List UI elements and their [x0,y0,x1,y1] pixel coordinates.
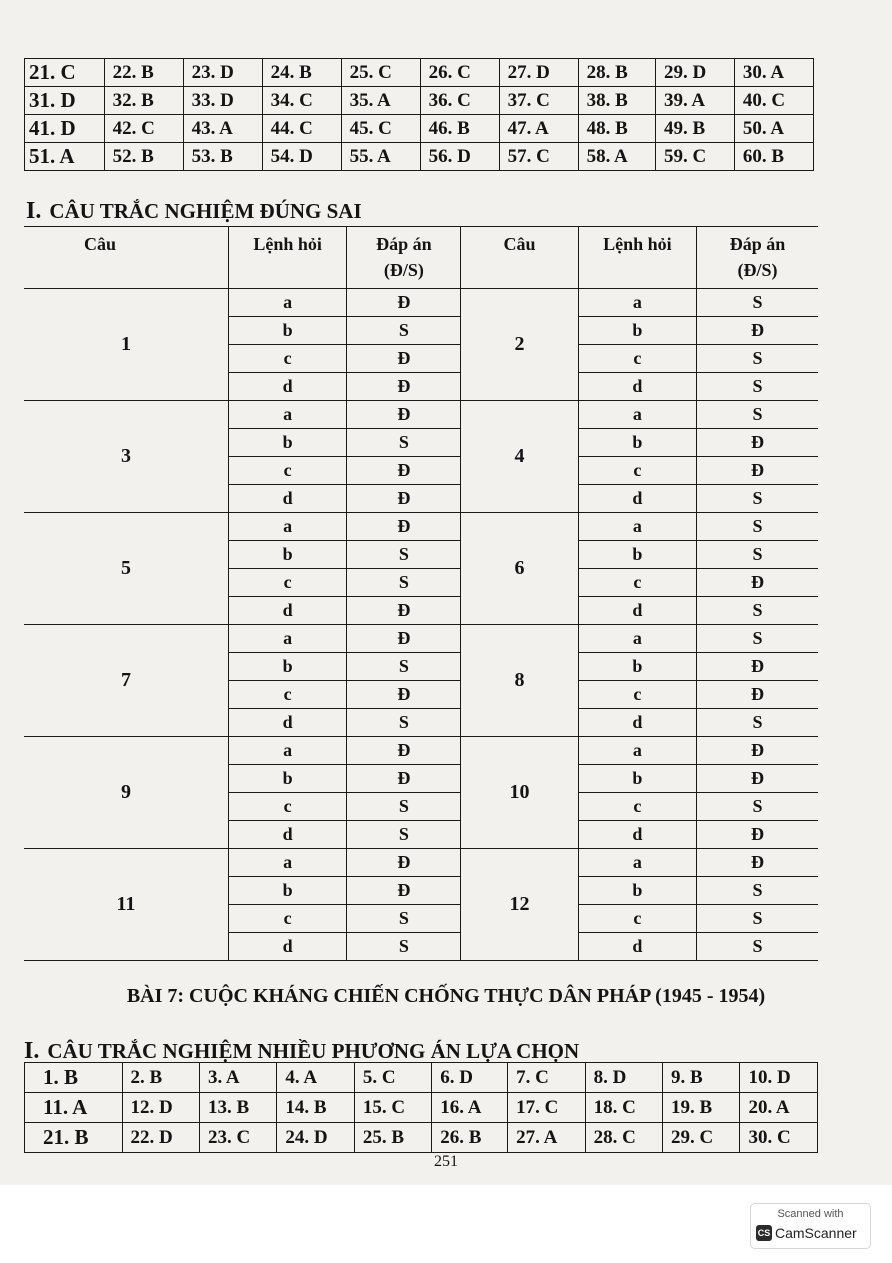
answer-cell: 36. C [420,87,499,115]
section-title: CÂU TRẮC NGHIỆM ĐÚNG SAI [49,199,362,223]
answer-value: Đ [347,765,461,793]
answer-cell: 5. C [354,1063,431,1093]
table-row [24,737,818,765]
section-numeral: I. [24,1038,40,1064]
prompt-letter: a [228,625,346,653]
answer-cell: 59. C [655,143,734,171]
prompt-letter: b [578,877,696,905]
prompt-letter: d [578,485,696,513]
answer-cell: 54. D [262,143,341,171]
prompt-letter: b [578,653,696,681]
prompt-letter: c [578,681,696,709]
answer-cell: 18. C [585,1093,662,1123]
answer-cell: 48. B [578,115,655,143]
table-header-row [24,227,818,289]
table-row [25,87,814,115]
prompt-letter: d [228,821,346,849]
question-number-right: 4 [461,401,578,513]
question-number-left: 9 [24,737,228,849]
answer-value: Đ [697,653,818,681]
prompt-letter: a [578,289,696,317]
table-row [25,1123,818,1153]
table-row [24,289,818,317]
answer-cell: 29. C [663,1123,740,1153]
answer-cell: 7. C [508,1063,585,1093]
prompt-letter: b [228,429,346,457]
answer-value: Đ [347,737,461,765]
answer-value: S [347,541,461,569]
answer-cell: 24. D [277,1123,354,1153]
answer-cell: 23. C [199,1123,276,1153]
answer-value: S [697,877,818,905]
answer-cell: 33. D [183,87,262,115]
answer-value: S [697,905,818,933]
answer-cell: 23. D [183,59,262,87]
table-row [24,513,818,541]
prompt-letter: b [578,429,696,457]
prompt-letter: b [228,541,346,569]
answer-value: Đ [697,849,818,877]
prompt-letter: d [228,373,346,401]
prompt-letter: a [578,737,696,765]
prompt-letter: c [228,345,346,373]
answer-cell: 47. A [499,115,578,143]
header-lenh-hoi-right: Lệnh hỏi [578,227,696,289]
prompt-letter: b [228,877,346,905]
answer-value: S [697,597,818,625]
answer-cell: 3. A [199,1063,276,1093]
answer-value: S [697,485,818,513]
table-row [25,1063,818,1093]
prompt-letter: b [578,317,696,345]
answer-value: Đ [347,877,461,905]
answer-cell: 35. A [341,87,420,115]
table-row [24,849,818,877]
answer-cell: 27. A [508,1123,585,1153]
answer-value: Đ [697,821,818,849]
prompt-letter: c [578,457,696,485]
true-false-section-heading [26,198,362,225]
prompt-letter: a [228,289,346,317]
prompt-letter: b [578,765,696,793]
prompt-letter: c [228,905,346,933]
question-number-right: 8 [461,625,578,737]
answer-value: S [347,793,461,821]
answer-cell: 29. D [655,59,734,87]
question-number-right: 12 [461,849,578,961]
answer-value: Đ [347,485,461,513]
answer-value: S [697,541,818,569]
answer-cell: 38. B [578,87,655,115]
answer-value: S [697,933,818,961]
answer-cell: 43. A [183,115,262,143]
prompt-letter: d [228,485,346,513]
answer-cell: 10. D [740,1063,818,1093]
header-dap-an-right [697,227,818,289]
answer-cell: 25. B [354,1123,431,1153]
answer-cell: 15. C [354,1093,431,1123]
answer-cell: 30. C [740,1123,818,1153]
answer-value: S [697,625,818,653]
answer-value: S [697,373,818,401]
answer-value: S [347,709,461,737]
prompt-letter: c [578,793,696,821]
answer-cell: 30. A [734,59,813,87]
answer-cell: 34. C [262,87,341,115]
table-row [25,1093,818,1123]
answer-value: Đ [697,737,818,765]
answer-cell: 58. A [578,143,655,171]
answer-value: S [347,653,461,681]
answer-value: S [347,429,461,457]
camscanner-logo-icon: CS [756,1225,772,1241]
question-number-left: 1 [24,289,228,401]
answer-cell: 4. A [277,1063,354,1093]
section-numeral: I. [26,198,42,224]
prompt-letter: c [578,345,696,373]
header-dap-an-line1: Đáp án [729,234,786,254]
prompt-letter: a [578,849,696,877]
answer-cell: 20. A [740,1093,818,1123]
answer-value: Đ [347,457,461,485]
question-number-left: 11 [24,849,228,961]
answer-cell: 45. C [341,115,420,143]
header-dap-an-line2: (Đ/S) [737,260,778,280]
answer-value: S [697,513,818,541]
answer-value: S [347,317,461,345]
answer-cell: 40. C [734,87,813,115]
question-number-right: 6 [461,513,578,625]
answer-cell: 21. C [25,59,105,87]
scanned-with-text: Scanned with [777,1208,844,1220]
table-row [24,625,818,653]
question-number-left: 5 [24,513,228,625]
prompt-letter: d [578,373,696,401]
prompt-letter: a [228,737,346,765]
answer-cell: 41. D [25,115,105,143]
answer-value: Đ [347,849,461,877]
table-row [25,143,814,171]
answer-cell: 24. B [262,59,341,87]
answer-value: Đ [347,401,461,429]
answer-cell: 50. A [734,115,813,143]
prompt-letter: d [228,709,346,737]
answer-cell: 9. B [663,1063,740,1093]
header-cau-right: Câu [461,227,578,289]
prompt-letter: c [228,793,346,821]
answer-value: Đ [697,681,818,709]
answer-value: Đ [697,317,818,345]
answer-value: Đ [697,765,818,793]
mc-answer-table-bottom [24,1062,818,1153]
answer-cell: 27. D [499,59,578,87]
prompt-letter: a [228,849,346,877]
answer-cell: 12. D [122,1093,199,1123]
answer-value: Đ [347,513,461,541]
prompt-letter: d [578,597,696,625]
answer-cell: 60. B [734,143,813,171]
answer-cell: 28. B [578,59,655,87]
page-number: 251 [434,1153,458,1170]
mc-answer-table-top [24,58,814,171]
header-dap-an-line2: (Đ/S) [383,260,424,280]
answer-cell: 51. A [25,143,105,171]
header-lenh-hoi-left: Lệnh hỏi [228,227,346,289]
answer-value: Đ [347,289,461,317]
question-number-left: 3 [24,401,228,513]
table-row [24,401,818,429]
answer-value: Đ [347,681,461,709]
answer-cell: 1. B [25,1063,123,1093]
answer-cell: 52. B [104,143,183,171]
section-title: CÂU TRẮC NGHIỆM NHIỀU PHƯƠNG ÁN LỰA CHỌN [47,1039,580,1063]
true-false-answer-table [24,226,818,961]
answer-cell: 57. C [499,143,578,171]
answer-cell: 19. B [663,1093,740,1123]
question-number-right: 2 [461,289,578,401]
prompt-letter: c [228,681,346,709]
prompt-letter: b [228,317,346,345]
answer-cell: 25. C [341,59,420,87]
prompt-letter: a [578,625,696,653]
answer-value: S [347,905,461,933]
answer-cell: 26. B [432,1123,508,1153]
answer-value: Đ [697,457,818,485]
table-row [25,59,814,87]
prompt-letter: c [578,569,696,597]
question-number-left: 7 [24,625,228,737]
table-row [25,115,814,143]
prompt-letter: a [578,401,696,429]
answer-cell: 6. D [432,1063,508,1093]
answer-value: Đ [347,373,461,401]
answer-cell: 39. A [655,87,734,115]
prompt-letter: b [578,541,696,569]
prompt-letter: a [578,513,696,541]
question-number-right: 10 [461,737,578,849]
answer-cell: 49. B [655,115,734,143]
camscanner-watermark [750,1203,871,1249]
answer-cell: 44. C [262,115,341,143]
answer-cell: 28. C [585,1123,662,1153]
answer-value: S [697,401,818,429]
answer-cell: 13. B [199,1093,276,1123]
prompt-letter: d [578,821,696,849]
answer-value: Đ [347,625,461,653]
header-dap-an-line1: Đáp án [376,234,432,254]
answer-cell: 55. A [341,143,420,171]
prompt-letter: b [228,765,346,793]
answer-cell: 22. B [104,59,183,87]
answer-cell: 21. B [25,1123,123,1153]
answer-cell: 56. D [420,143,499,171]
header-dap-an-left [347,227,461,289]
answer-cell: 42. C [104,115,183,143]
prompt-letter: d [578,709,696,737]
answer-value: S [347,569,461,597]
answer-cell: 31. D [25,87,105,115]
prompt-letter: a [228,513,346,541]
answer-cell: 2. B [122,1063,199,1093]
prompt-letter: d [228,597,346,625]
answer-value: Đ [697,429,818,457]
answer-value: S [697,709,818,737]
answer-cell: 8. D [585,1063,662,1093]
answer-cell: 46. B [420,115,499,143]
answer-value: S [697,345,818,373]
prompt-letter: b [228,653,346,681]
answer-cell: 53. B [183,143,262,171]
prompt-letter: a [228,401,346,429]
answer-value: S [697,793,818,821]
prompt-letter: c [228,569,346,597]
answer-cell: 22. D [122,1123,199,1153]
answer-cell: 37. C [499,87,578,115]
answer-cell: 16. A [432,1093,508,1123]
prompt-letter: d [578,933,696,961]
answer-value: Đ [697,569,818,597]
camscanner-brand-text: CamScanner [775,1225,857,1241]
lesson-title: BÀI 7: CUỘC KHÁNG CHIẾN CHỐNG THỰC DÂN PHÁP (1945 - 1954) [126,985,766,1007]
answer-value: S [347,933,461,961]
header-cau-left: Câu [24,227,228,289]
prompt-letter: c [228,457,346,485]
answer-cell: 11. A [25,1093,123,1123]
answer-value: S [347,821,461,849]
multiple-choice-section-heading [24,1038,579,1065]
answer-value: Đ [347,597,461,625]
answer-cell: 17. C [508,1093,585,1123]
answer-value: Đ [347,345,461,373]
answer-cell: 32. B [104,87,183,115]
answer-cell: 14. B [277,1093,354,1123]
prompt-letter: c [578,905,696,933]
answer-value: S [697,289,818,317]
answer-cell: 26. C [420,59,499,87]
prompt-letter: d [228,933,346,961]
